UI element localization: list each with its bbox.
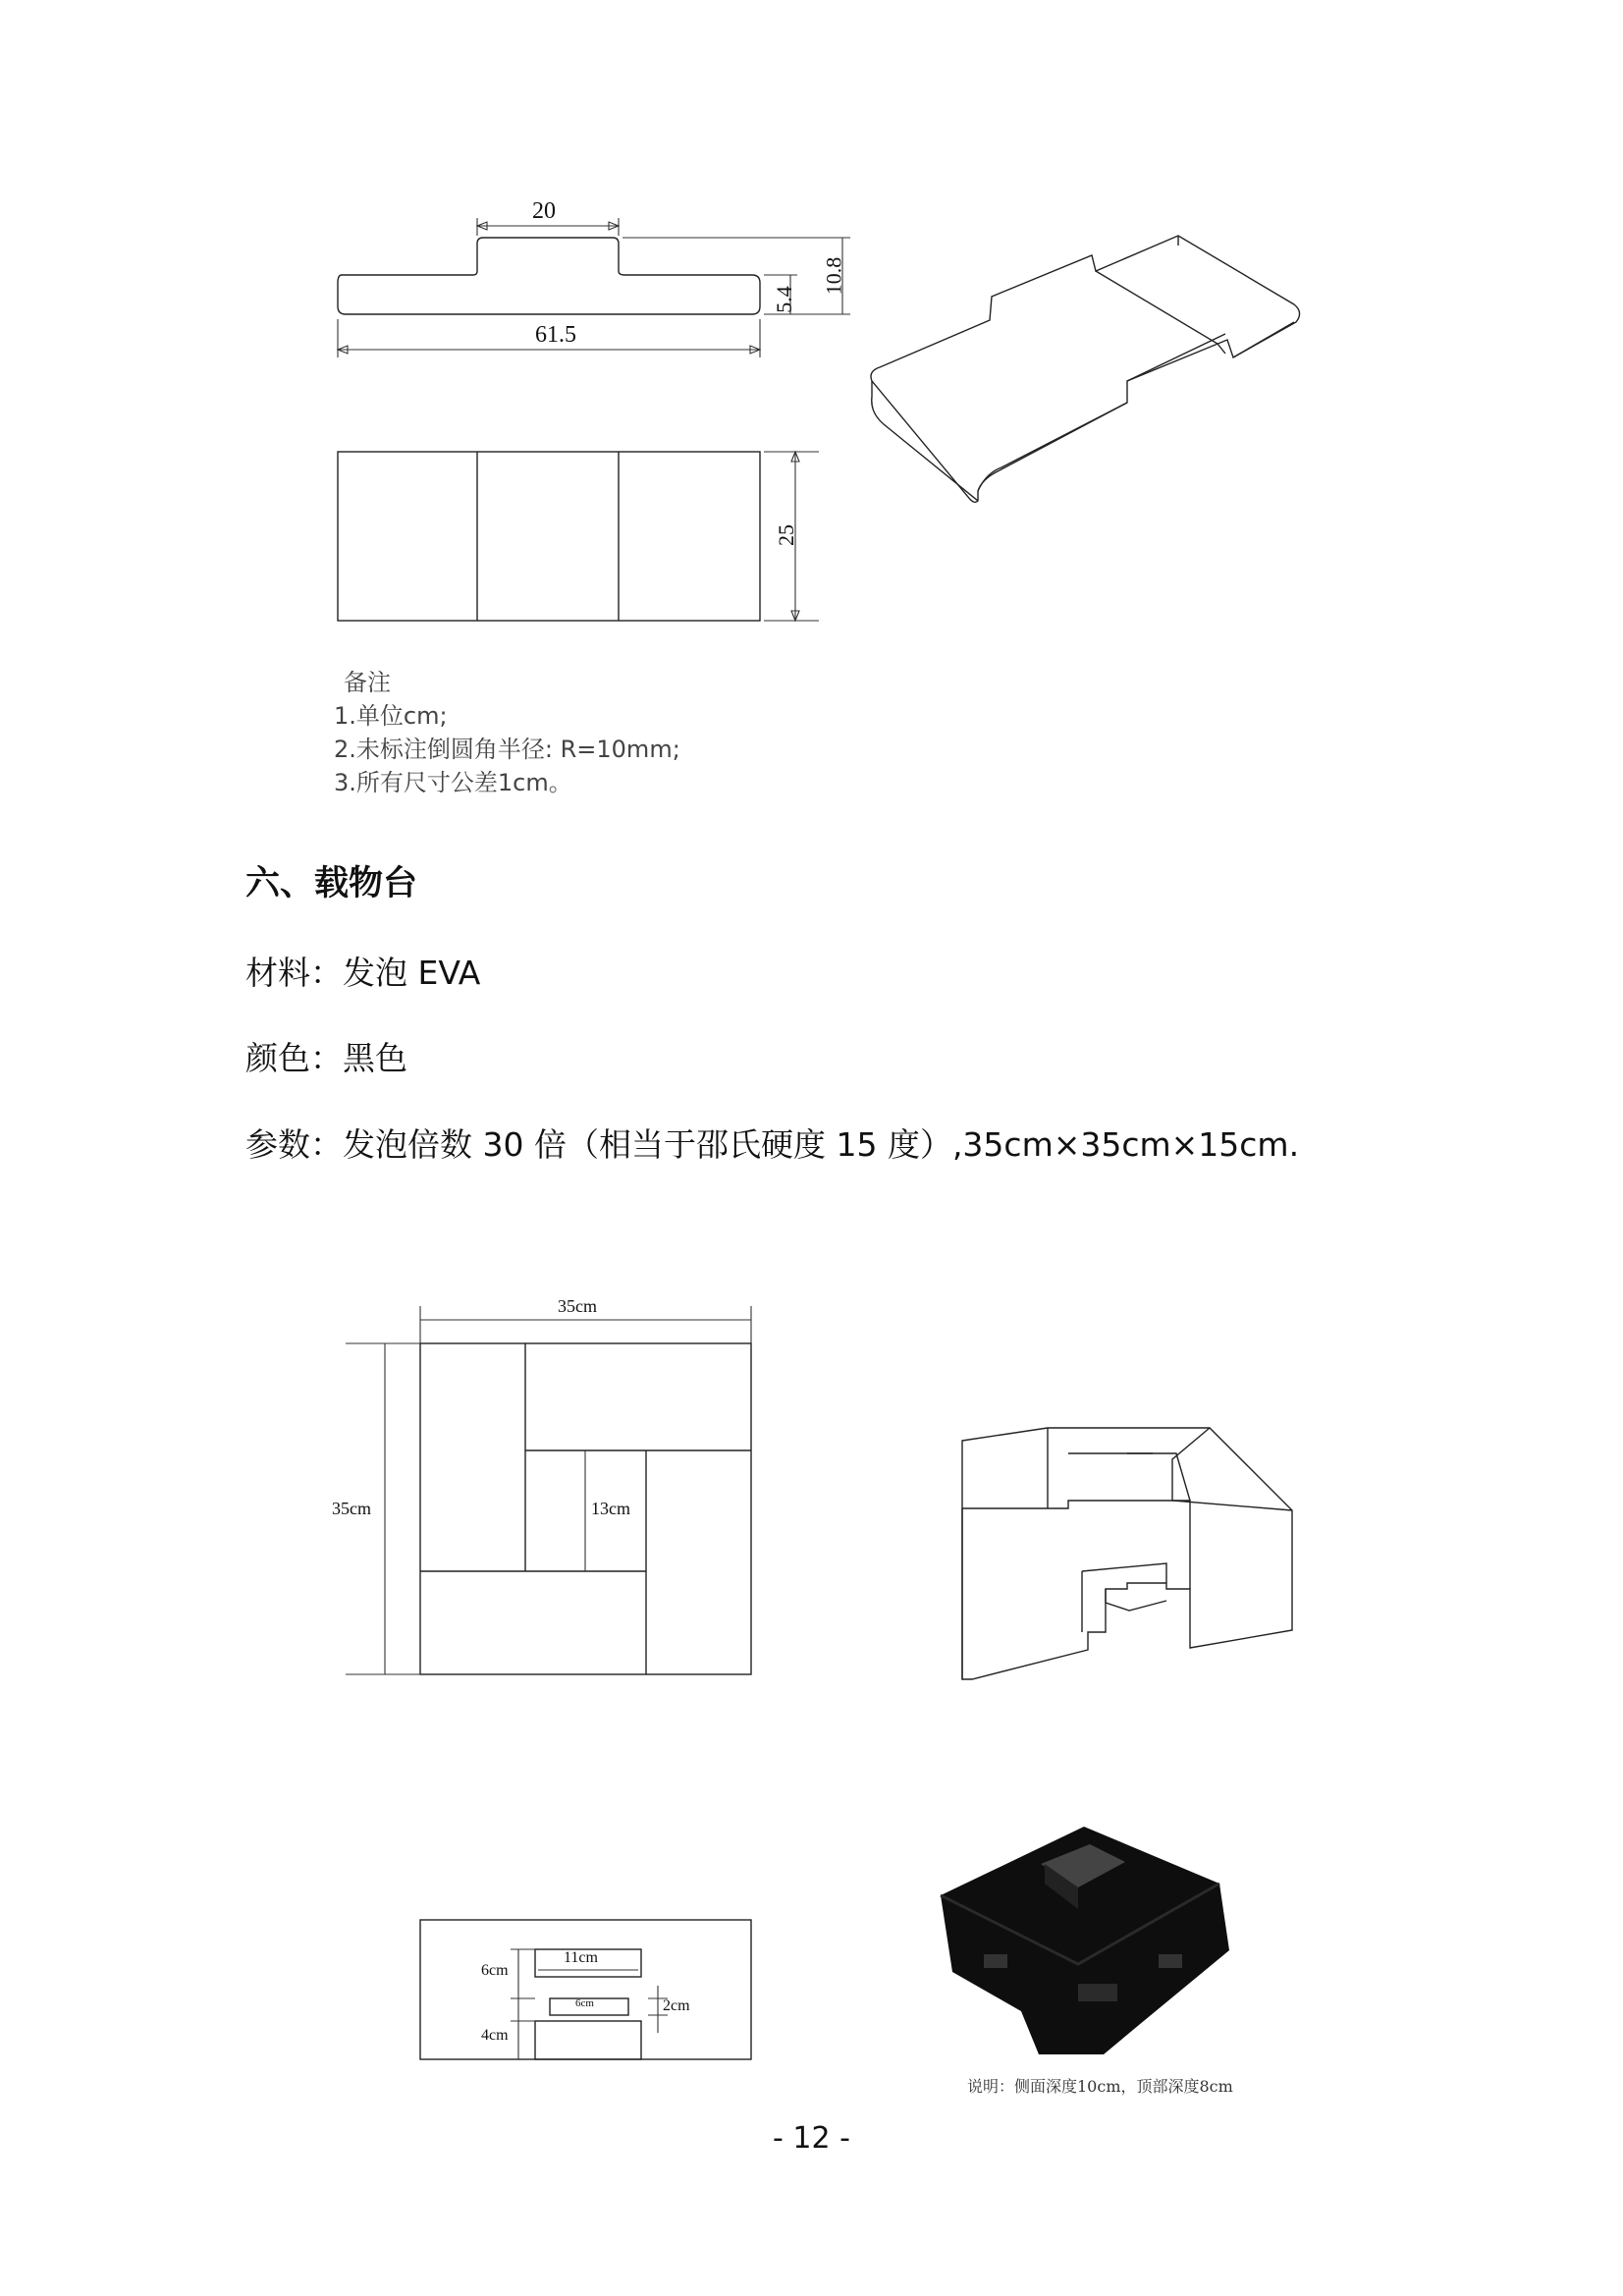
dim-low-height: 5.4 <box>771 286 796 313</box>
dim-plan-inner: 13cm <box>591 1499 630 1518</box>
dim-plan-width: 35cm <box>558 1296 597 1316</box>
dim-mid-width: 6cm <box>575 1997 594 2009</box>
page-number: - 12 - <box>773 2121 850 2156</box>
note-item: 2.未标注倒圆角半径: R=10mm; <box>334 736 680 763</box>
params-line: 参数：发泡倍数 30 倍（相当于邵氏硬度 15 度）,35cm×35cm×15cm. <box>245 1125 1300 1164</box>
dim-total-height: 10.8 <box>821 256 846 296</box>
section-heading: 六、载物台 <box>245 864 418 903</box>
note-item: 1.单位cm; <box>334 702 448 730</box>
dim-bottom-height: 4cm <box>481 2027 509 2044</box>
dim-plan-height: 35cm <box>332 1499 371 1518</box>
dim-slot-width: 11cm <box>564 1949 598 1966</box>
notes-title: 备注 <box>344 669 391 696</box>
dim-top-width: 20 <box>532 198 556 224</box>
dim-depth: 25 <box>774 524 798 546</box>
dim-total-width: 61.5 <box>535 322 576 348</box>
color-line: 颜色：黑色 <box>245 1039 407 1077</box>
note-item: 3.所有尺寸公差1cm。 <box>334 769 572 796</box>
dim-top-height: 6cm <box>481 1962 509 1979</box>
render-caption: 说明：侧面深度10cm，顶部深度8cm <box>967 2077 1233 2096</box>
material-line: 材料：发泡 EVA <box>245 954 481 992</box>
dim-gap: 2cm <box>663 1997 690 2014</box>
